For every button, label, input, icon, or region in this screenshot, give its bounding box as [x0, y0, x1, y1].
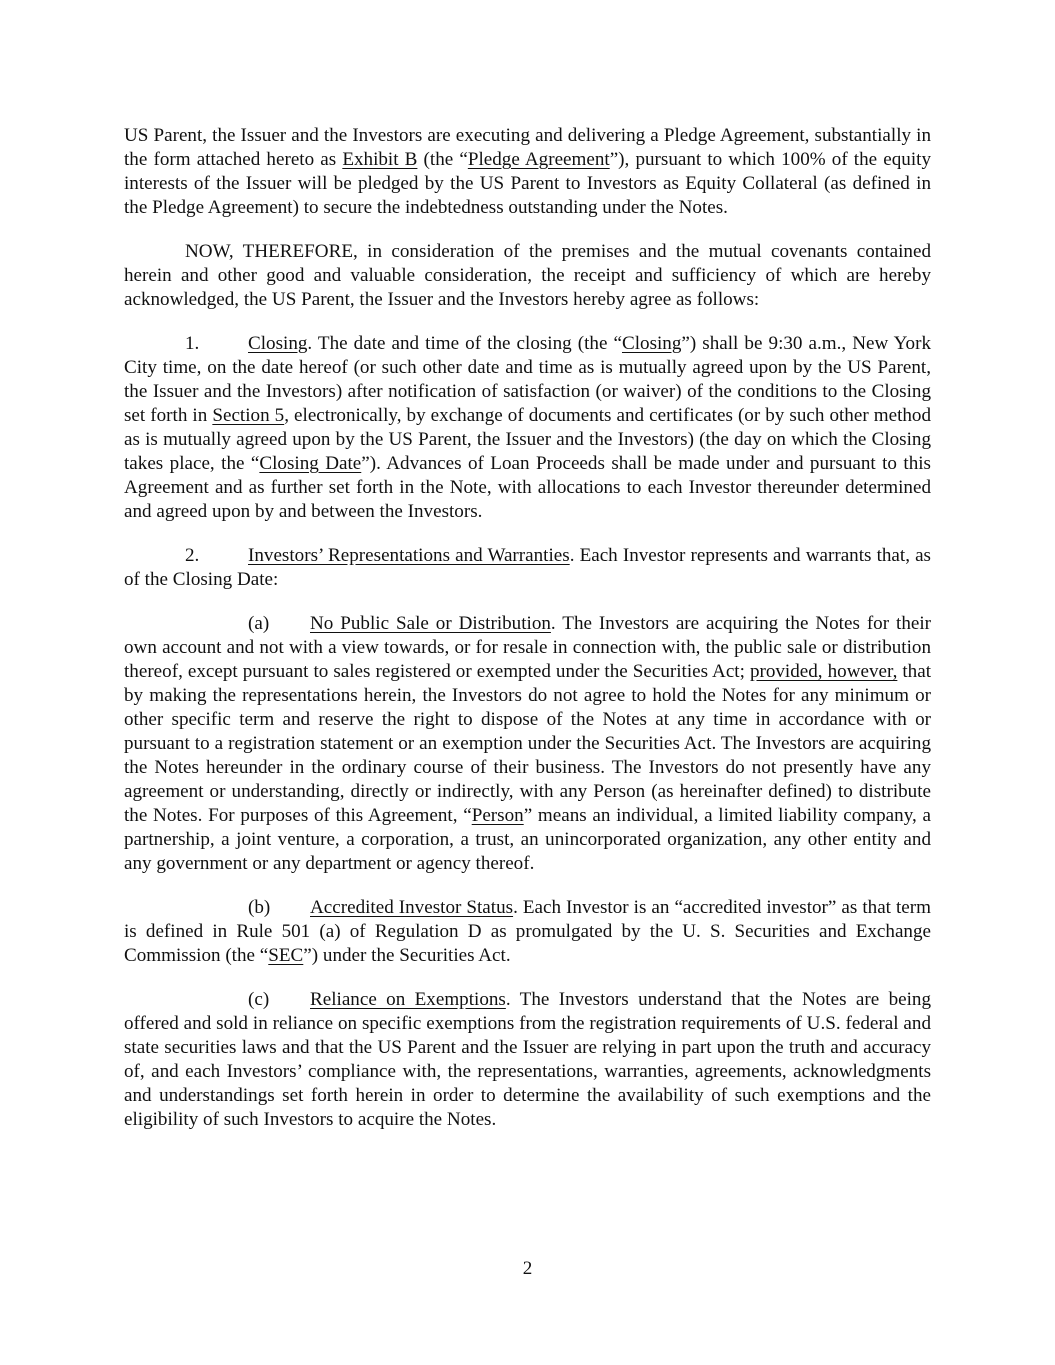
- subsection-heading: Reliance on Exemptions: [310, 989, 506, 1010]
- text: (the “: [417, 149, 468, 170]
- section-1-closing: [124, 332, 931, 524]
- paragraph-now-therefore: [124, 240, 931, 312]
- defined-term-pledge-agreement: Pledge Agreement: [467, 149, 610, 170]
- defined-term-sec: SEC: [268, 945, 304, 966]
- text: . The Investors understand that the Notes are being offered and sold in reliance on specific exemptions from the registration requirements of U.S. federal and state securities laws and that the US Parent and the Issuer are relying in part upon the truth and accuracy of, and each Investors’ compliance with, the representations, warranties, agreements, acknowledgments and understandings set forth herein in order to determine the availability of such exemptions and the eligibility of such Investors to acquire the Notes.: [124, 989, 931, 1130]
- subsection-2c: [124, 988, 931, 1132]
- text: , electronically, by exchange of documents and certificates (or by such other method as is mutually agreed upon by the US Parent, the Issuer and the Investors) (the day on which the Closing takes place, the “: [124, 405, 932, 474]
- section-number: 2.: [185, 545, 200, 566]
- defined-term-person: Person: [471, 805, 524, 826]
- section-5-reference: Section 5: [212, 405, 285, 426]
- text: US Parent, the Issuer and the Investors are executing and delivering a Pledge Agreement, substantially in the form attached hereto as: [124, 125, 931, 170]
- subsection-number: (c): [248, 989, 270, 1010]
- text: . Each Investor is an “accredited investor” as that term is defined in Rule 501 (a) of Regulation D as promulgated by the U. S. Securities and Exchange Commission (the “: [124, 897, 931, 966]
- text: ”). Advances of Loan Proceeds shall be made under and pursuant to this Agreement and as further set forth in the Note, with allocations to each Investor thereunder determined and agreed upon by and between the Investors.: [124, 453, 931, 522]
- defined-term-closing-date: Closing Date: [259, 453, 362, 474]
- exhibit-b-reference: Exhibit B: [342, 149, 418, 170]
- proviso-term: provided, however,: [749, 661, 898, 682]
- subsection-heading: Accredited Investor Status: [310, 897, 514, 918]
- paragraph-pledge-agreement: [124, 124, 931, 220]
- text: . Each Investor represents and warrants that, as of the Closing Date:: [124, 545, 931, 590]
- subsection-2a: [124, 612, 931, 876]
- text: . The date and time of the closing (the “: [307, 333, 622, 354]
- subsection-number: (a): [248, 613, 270, 634]
- text: that by making the representations herein, the Investors do not agree to hold the Notes for any minimum or other specific term and reserve the right to dispose of the Notes at any time in accordance with or pursuant to a registration statement or an exemption under the Securities Act. The Investors are acquiring the Notes hereunder in the ordinary course of their business. The Investors do not presently have any agreement or understanding, directly or indirectly, with any Person (as hereinafter defined) to distribute the Notes. For purposes of this Agreement, “: [124, 661, 932, 826]
- section-heading: Investors’ Representations and Warranties: [248, 545, 570, 566]
- text: NOW, THEREFORE, in consideration of the premises and the mutual covenants contained herein and other good and valuable consideration, the receipt and sufficiency of which are hereby acknowledged, the US Parent, the Issuer and the Investors hereby agree as follows:: [124, 241, 931, 310]
- text: . The Investors are acquiring the Notes for their own account and not with a view towards, or for resale in connection with, the public sale or distribution thereof, except pursuant to sales registered or exempted under the Securities Act;: [124, 613, 931, 682]
- document-page: [124, 124, 931, 1152]
- defined-term-closing: Closing: [621, 333, 682, 354]
- subsection-heading: No Public Sale or Distribution: [310, 613, 551, 634]
- text: ”) under the Securities Act.: [303, 945, 511, 966]
- text: ”), pursuant to which 100% of the equity interests of the Issuer will be pledged by the US Parent to Investors as Equity Collateral (as defined in the Pledge Agreement) to secure the indebtedness outstanding under the Notes.: [124, 149, 931, 218]
- section-2-representations: [124, 544, 931, 592]
- text: ” means an individual, a limited liability company, a partnership, a joint venture, a corporation, a trust, an unincorporated organization, any other entity and any government or any department or agency thereof.: [124, 805, 931, 874]
- section-number: 1.: [185, 333, 200, 354]
- subsection-number: (b): [248, 897, 271, 918]
- section-heading: Closing: [248, 333, 308, 354]
- subsection-2b: [124, 896, 931, 968]
- page-number: 2: [522, 1258, 533, 1279]
- text: ”) shall be 9:30 a.m., New York City time, on the date hereof (or such other date and time as is mutually agreed upon by the US Parent, the Issuer and the Investors) after notification of satisfaction (or waiver) of the conditions to the Closing set forth in: [124, 333, 931, 426]
